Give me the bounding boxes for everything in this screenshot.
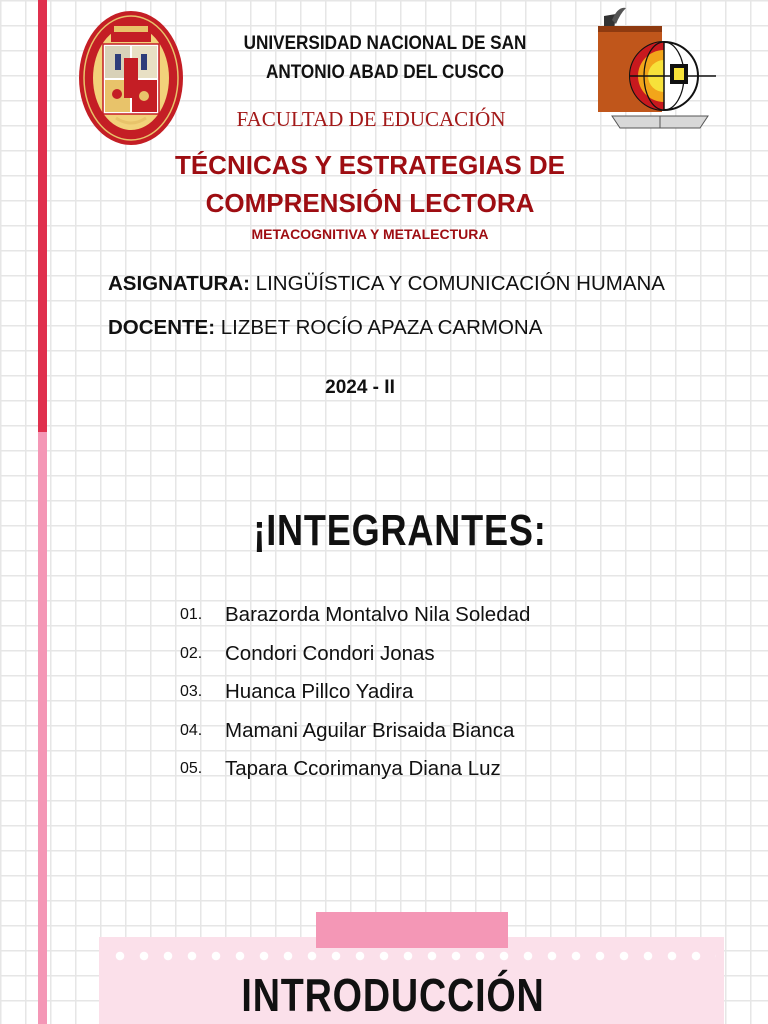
university-name-line1: UNIVERSIDAD NACIONAL DE SAN: [243, 32, 527, 54]
document-title-line2: COMPRENSIÓN LECTORA: [205, 188, 535, 218]
university-crest-icon: [78, 10, 184, 146]
teacher-line: [108, 316, 542, 340]
section-heading: INTRODUCCIÓN: [241, 969, 545, 1021]
university-name-line2: ANTONIO ABAD DEL CUSCO: [265, 61, 505, 83]
member-number: 04.: [180, 721, 203, 739]
academic-year: 2024 - II: [325, 377, 395, 398]
document-subtitle: METACOGNITIVA Y METALECTURA: [251, 226, 489, 242]
member-item: [180, 596, 530, 635]
member-number: 03.: [180, 683, 203, 701]
member-name: Condori Condori Jonas: [225, 641, 435, 665]
members-list: [180, 596, 530, 789]
member-number: 01.: [180, 606, 203, 624]
member-item: [180, 712, 530, 751]
member-item: [180, 635, 530, 674]
teacher-value: LIZBET ROCÍO APAZA CARMONA: [220, 316, 543, 339]
faculty-logo-icon: [592, 4, 720, 132]
teacher-label: DOCENTE:: [108, 316, 216, 339]
left-accent-bar-pink: [38, 432, 47, 1024]
decorative-dots: [108, 951, 716, 961]
faculty-name: FACULTAD DE EDUCACIÓN: [236, 107, 506, 131]
left-accent-bar-red: [38, 0, 47, 432]
subject-value: LINGÜÍSTICA Y COMUNICACIÓN HUMANA: [255, 272, 665, 295]
members-heading: ¡INTEGRANTES:: [253, 506, 547, 555]
subject-label: ASIGNATURA:: [108, 272, 250, 295]
member-name: Huanca Pillco Yadira: [225, 680, 414, 704]
section-card-tab: [316, 912, 508, 948]
subject-line: [108, 272, 665, 296]
member-number: 05.: [180, 760, 203, 778]
document-title: [160, 146, 580, 222]
member-name: Tapara Ccorimanya Diana Luz: [225, 757, 501, 781]
university-name: [222, 29, 548, 87]
member-item: [180, 750, 530, 789]
member-name: Barazorda Montalvo Nila Soledad: [225, 603, 531, 627]
document-title-line1: TÉCNICAS Y ESTRATEGIAS DE: [174, 150, 566, 180]
member-item: [180, 673, 530, 712]
member-number: 02.: [180, 644, 203, 662]
member-name: Mamani Aguilar Brisaida Bianca: [225, 718, 515, 742]
